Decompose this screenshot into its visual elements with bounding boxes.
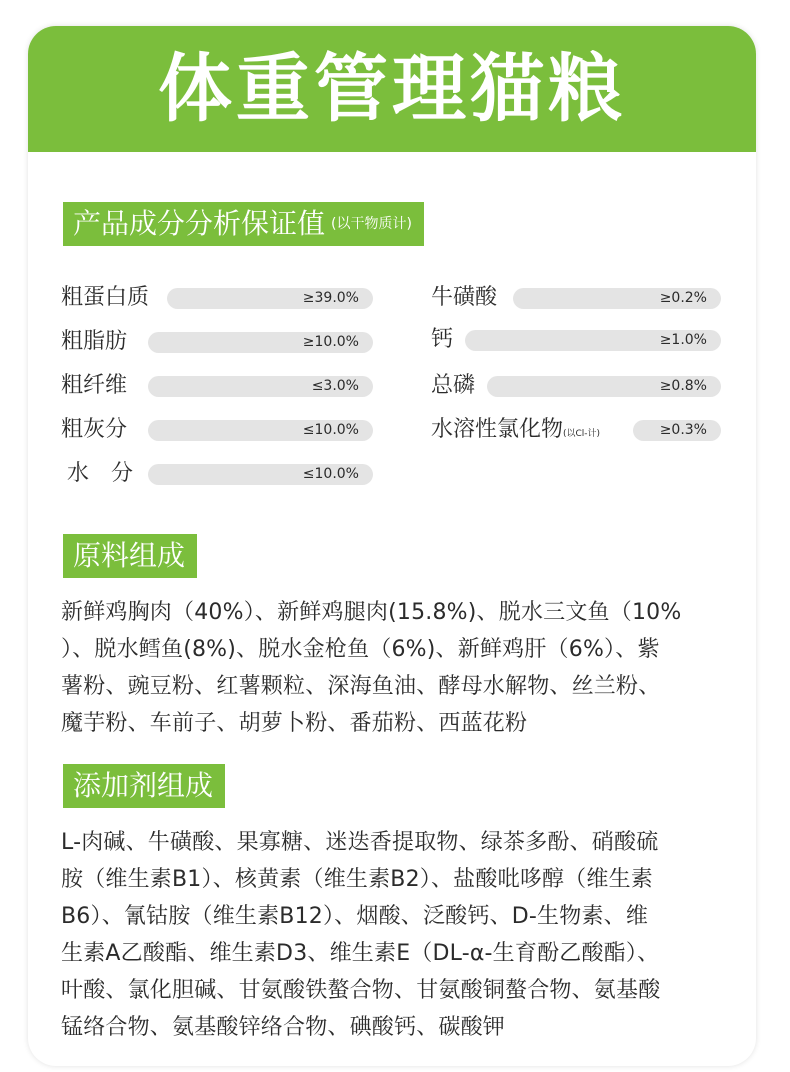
nutrient-value: ≥39.0% xyxy=(302,290,359,306)
nutrient-name: 总磷 xyxy=(431,373,476,398)
product-card xyxy=(28,26,756,1066)
nutrient-name: 钙 xyxy=(431,327,454,352)
nutrient-name: 水 分 xyxy=(67,461,134,486)
ingredients-heading xyxy=(63,534,197,578)
nutrient-value: ≥10.0% xyxy=(302,334,359,350)
nutrient-value: ≤10.0% xyxy=(302,466,359,482)
nutrient-name-text: 水溶性氯化物 xyxy=(431,417,564,442)
additives-line: 生素A乙酸酯、维生素D3、维生素E（DL-α-生育酚乙酸酯）、 xyxy=(61,941,660,966)
nutrient-name-note: (以Cl-计) xyxy=(563,429,601,439)
nutrient-value: ≤3.0% xyxy=(311,378,359,394)
additives-line: 叶酸、氯化胆碱、甘氨酸铁螯合物、甘氨酸铜螯合物、氨基酸 xyxy=(61,978,661,1003)
nutrient-row-taurine xyxy=(431,283,721,313)
additives-text xyxy=(61,824,751,1046)
nutrient-name: 牛磺酸 xyxy=(431,285,498,310)
nutrient-value: ≥0.8% xyxy=(659,378,707,394)
additives-line: L-肉碱、牛磺酸、果寡糖、迷迭香提取物、绿茶多酚、硝酸硫 xyxy=(61,830,659,855)
nutrient-row-fat xyxy=(61,327,373,357)
analysis-heading-note: (以干物质计) xyxy=(331,216,412,232)
nutrient-row-chloride xyxy=(431,415,721,445)
ingredients-line: 魔芋粉、车前子、胡萝卜粉、番茄粉、西蓝花粉 xyxy=(61,711,528,736)
ingredients-line: 新鲜鸡胸肉（40%）、新鲜鸡腿肉(15.8%)、脱水三文鱼（10% xyxy=(61,600,682,625)
nutrient-row-ash xyxy=(61,415,373,445)
ingredients-heading-text: 原料组成 xyxy=(73,539,186,572)
nutrient-value: ≥1.0% xyxy=(659,332,707,348)
nutrient-value: ≥0.3% xyxy=(659,422,707,438)
ingredients-line: ）、脱水鳕鱼(8%)、脱水金枪鱼（6%)、新鲜鸡肝（6%）、紫 xyxy=(61,637,660,662)
ingredients-line: 薯粉、豌豆粉、红薯颗粒、深海鱼油、酵母水解物、丝兰粉、 xyxy=(61,674,661,699)
additives-heading-text: 添加剂组成 xyxy=(73,769,214,802)
nutrient-name: 粗蛋白质 xyxy=(61,285,150,310)
additives-line: 胺（维生素B1）、核黄素（维生素B2）、盐酸吡哆醇（维生素 xyxy=(61,867,653,892)
page-title: 体重管理猫粮 xyxy=(158,46,626,132)
header-banner xyxy=(28,26,756,152)
nutrient-row-protein xyxy=(61,283,373,313)
nutrient-name: 粗纤维 xyxy=(61,373,128,398)
additives-line: 锰络合物、氨基酸锌络合物、碘酸钙、碳酸钾 xyxy=(61,1015,506,1040)
nutrient-value: ≤10.0% xyxy=(302,422,359,438)
additives-line: B6）、氰钴胺（维生素B12）、烟酸、泛酸钙、D-生物素、维 xyxy=(61,904,649,929)
nutrient-name xyxy=(431,415,600,445)
nutrient-row-fiber xyxy=(61,371,373,401)
nutrient-name: 粗脂肪 xyxy=(61,329,128,354)
analysis-heading-text: 产品成分分析保证值 xyxy=(73,207,326,240)
analysis-heading xyxy=(63,202,424,246)
additives-heading xyxy=(63,764,225,808)
nutrient-row-moisture xyxy=(61,459,373,489)
nutrient-row-calcium xyxy=(431,325,721,355)
nutrient-name: 粗灰分 xyxy=(61,417,128,442)
nutrient-row-phosphorus xyxy=(431,371,721,401)
nutrient-value: ≥0.2% xyxy=(659,290,707,306)
ingredients-text xyxy=(61,594,751,742)
